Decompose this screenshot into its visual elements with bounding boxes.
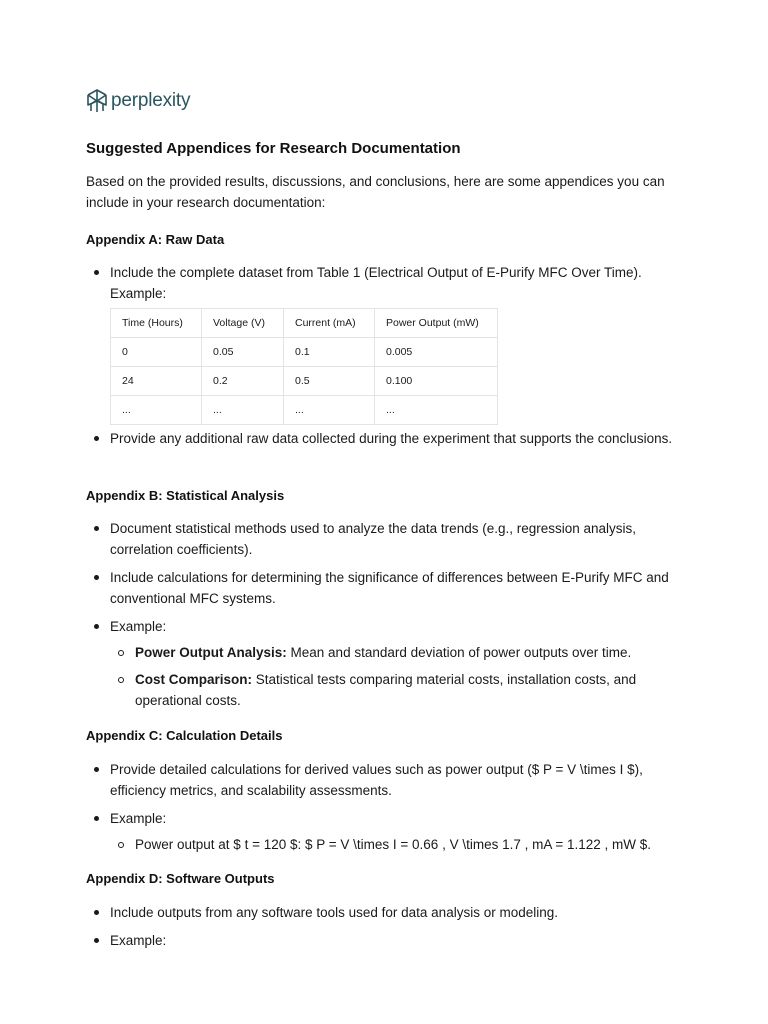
appendix-b-sublist	[110, 642, 686, 711]
table-cell: 0.2	[202, 367, 284, 396]
table-cell: 24	[111, 367, 202, 396]
list-item: Include calculations for determining the significance of differences between E-Purify MFC and conventional MFC systems.	[86, 567, 686, 609]
sub-item-label: Power Output Analysis:	[135, 645, 287, 660]
perplexity-logo	[86, 89, 190, 113]
table-cell: 0.5	[284, 367, 375, 396]
list-item: Example:	[86, 930, 686, 951]
list-item	[110, 642, 686, 663]
table-header-cell: Current (mA)	[284, 309, 375, 338]
brand-name: perplexity	[111, 90, 191, 111]
list-item: Provide any additional raw data collected during the experiment that supports the conclusions.	[86, 428, 686, 449]
sub-item-label: Cost Comparison:	[135, 672, 253, 687]
table-row	[111, 396, 498, 425]
sub-item-text: Statistical tests comparing material costs, installation costs, and operational costs.	[135, 672, 637, 708]
table-header-row	[111, 309, 498, 338]
appendix-b-list	[86, 518, 686, 718]
table-cell: ...	[202, 396, 284, 425]
table-header-cell: Power Output (mW)	[375, 309, 498, 338]
page-title: Suggested Appendices for Research Documentation	[86, 140, 461, 157]
table-header-cell: Time (Hours)	[111, 309, 202, 338]
appendix-b-heading: Appendix B: Statistical Analysis	[86, 488, 285, 503]
sub-item-text: Mean and standard deviation of power outputs over time.	[286, 645, 632, 660]
appendix-c-sublist	[110, 834, 686, 855]
list-item	[86, 616, 686, 711]
table-row	[111, 367, 498, 396]
appendix-d-heading: Appendix D: Software Outputs	[86, 871, 275, 886]
table-cell: 0	[111, 338, 202, 367]
list-item	[110, 669, 686, 711]
table-cell: ...	[284, 396, 375, 425]
intro-paragraph: Based on the provided results, discussions, and conclusions, here are some appendices you can include in your research documentation:	[86, 174, 665, 210]
appendix-c-list	[86, 759, 686, 862]
example-label: Example:	[110, 619, 167, 634]
appendix-a-item-1: Include the complete dataset from Table 1 (Electrical Output of E-Purify MFC Over Time). Example:	[110, 265, 642, 301]
list-item: Provide detailed calculations for derived values such as power output ($ P = V \times I $), efficiency metrics, and scalability assessments.	[86, 759, 686, 801]
raw-data-table	[110, 308, 498, 425]
table-row	[111, 338, 498, 367]
table-cell: 0.100	[375, 367, 498, 396]
list-item: Include outputs from any software tools used for data analysis or modeling.	[86, 902, 686, 923]
appendix-a-list-cont	[86, 428, 686, 456]
table-cell: 0.005	[375, 338, 498, 367]
table-cell: ...	[375, 396, 498, 425]
table-cell: ...	[111, 396, 202, 425]
list-item	[86, 262, 686, 425]
appendix-a-heading: Appendix A: Raw Data	[86, 232, 225, 247]
table-header-cell: Voltage (V)	[202, 309, 284, 338]
perplexity-logo-icon	[86, 89, 108, 113]
list-item: Power output at $ t = 120 $: $ P = V \times I = 0.66 , V \times 1.7 , mA = 1.122 , mW $.	[110, 834, 686, 855]
appendix-d-list	[86, 902, 686, 958]
appendix-a-list	[86, 262, 686, 432]
appendix-c-heading: Appendix C: Calculation Details	[86, 728, 283, 743]
table-cell: 0.05	[202, 338, 284, 367]
list-item	[86, 808, 686, 855]
table-cell: 0.1	[284, 338, 375, 367]
example-label: Example:	[110, 811, 167, 826]
list-item: Document statistical methods used to analyze the data trends (e.g., regression analysis, correlation coefficients).	[86, 518, 686, 560]
